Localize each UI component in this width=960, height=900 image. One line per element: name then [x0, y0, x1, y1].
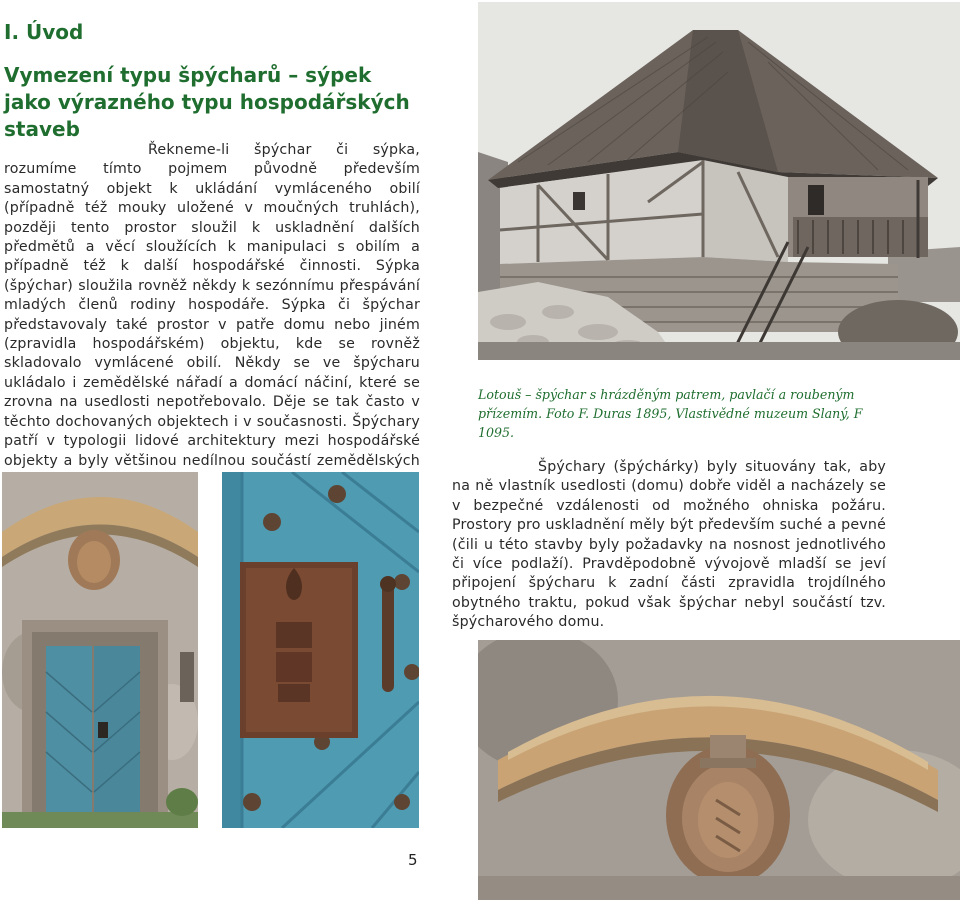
photo-granary: [478, 2, 960, 360]
photo-door-lock: [222, 472, 419, 828]
continuation-paragraph: Špýchary (špýchárky) byly situovány tak, aby na ně vlastník usedlosti (domu) dobře viděl a nacházely se v bezpečné vzdálenosti od možného ohniska požáru. Prostory pro uskladnění měly být především suché a pevné (čili u této stavby byly požadavky na nosnost jednotlivého či více podlaží). Pravděpodobně vývojově mladší se jeví připojení špýcharu k zadní části zpravidla trojdílného obytného traktu, pokud však špýchar nebyl součástí tzv. špýcharového domu.: [452, 459, 886, 631]
intro-paragraph: Řekneme-li špýchar či sýpka, rozumíme tímto pojmem původně především samostatný objekt k ukládání vymláceného obilí (případně též mouky uložené v moučných truhlách), později tento prostor sloužil k uskladnění dalších předmětů a věcí sloužících k manipulaci s obilím a případně též k další hospodářské činnosti. Sýpka (špýchar) sloužila rovněž někdy k sezónnímu přespávání mladých členů rodiny hospodáře. Sýpka či špýchar představovaly také prostor v patře domu nebo jiném (zpravidla hospodářském) objektu, kde se rovněž skladovalo vymlácené obilí. Někdy se ve špýcharu ukládalo i zemědělské nářadí a domácí náčiní, které se zrovna na usedlosti nepotřebovalo. Děje se tak často v těchto dochovaných objektech i v současnosti. Špýchary patří v typologii lidové architektury mezi hospodářské objekty a byly většinou nedílnou součástí zemědělských: [4, 142, 420, 469]
photo-facade-door: [2, 472, 198, 828]
photo-cartouche: [478, 640, 960, 900]
page-number: 5: [408, 851, 418, 869]
chapter-title: I. Úvod: [4, 20, 84, 44]
section-title: Vymezení typu špýcharů – sýpek jako výrazného typu hospodářských staveb: [4, 63, 410, 141]
photo-caption: Lotouš – špýchar s hrázděným patrem, pavlačí a roubeným přízemím. Foto F. Duras 1895, Vlastivědné muzeum Slaný, F 1095.: [478, 387, 863, 440]
